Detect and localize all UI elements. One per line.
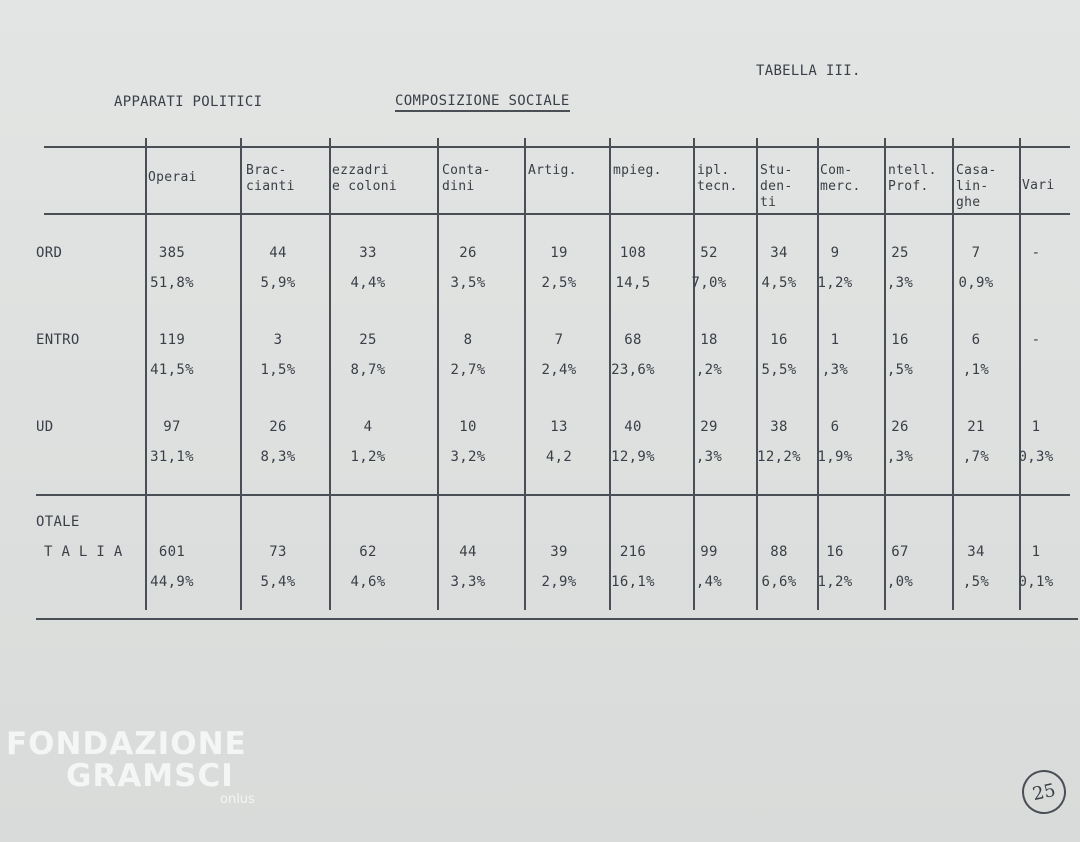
logo-line3: onlus <box>220 792 255 807</box>
cell-percent: 8,7% <box>350 362 386 378</box>
cell-count: 44 <box>269 245 287 261</box>
cell-count: 39 <box>550 544 568 560</box>
cell-percent: 31,1% <box>150 449 194 465</box>
cell-count: 8 <box>463 332 473 348</box>
cell-count: 119 <box>158 332 186 348</box>
cell-count: 26 <box>269 419 287 435</box>
cell-count: - <box>1031 245 1041 261</box>
page-number: 25 <box>1018 766 1070 818</box>
cell-count: 601 <box>158 544 186 560</box>
cell-percent: ,7% <box>962 449 990 465</box>
cell-count: 1 <box>1031 419 1041 435</box>
cell-count: 88 <box>770 544 788 560</box>
column-header-diplomati: ipl. tecn. <box>697 163 738 194</box>
cell-percent: ,3% <box>886 449 914 465</box>
cell-percent: 3,3% <box>450 574 486 590</box>
cell-count: 26 <box>891 419 909 435</box>
cell-count: 25 <box>891 245 909 261</box>
column-header-vari: Vari <box>1022 178 1055 193</box>
cell-count: 3 <box>273 332 283 348</box>
cell-percent: 0,3% <box>1018 449 1054 465</box>
cell-count: 7 <box>554 332 564 348</box>
row-label-secondary: T A L I A <box>44 544 123 560</box>
cell-count: 4 <box>363 419 373 435</box>
cell-count: 25 <box>359 332 377 348</box>
cell-percent: 51,8% <box>150 275 194 291</box>
cell-percent: 1,2% <box>350 449 386 465</box>
cell-percent: 4,4% <box>350 275 386 291</box>
cell-percent: ,2% <box>695 362 723 378</box>
cell-percent: 5,9% <box>260 275 296 291</box>
cell-percent: 23,6% <box>611 362 655 378</box>
cell-percent: ,3% <box>695 449 723 465</box>
cell-count: 34 <box>967 544 985 560</box>
cell-percent: 0,9% <box>958 275 994 291</box>
cell-percent: 2,4% <box>541 362 577 378</box>
cell-count: 16 <box>770 332 788 348</box>
row-label: OTALE <box>36 514 80 530</box>
cell-percent: ,4% <box>695 574 723 590</box>
cell-percent: 3,5% <box>450 275 486 291</box>
cell-count: 38 <box>770 419 788 435</box>
cell-count: 44 <box>459 544 477 560</box>
cell-count: 67 <box>891 544 909 560</box>
cell-count: 52 <box>700 245 718 261</box>
row-label: UD <box>36 419 54 435</box>
cell-percent: 5,5% <box>761 362 797 378</box>
cell-count: - <box>1031 332 1041 348</box>
cell-percent: 2,5% <box>541 275 577 291</box>
cell-percent: 7,0% <box>691 275 727 291</box>
cell-percent: ,3% <box>821 362 849 378</box>
column-header-contadini: Conta- dini <box>442 163 491 194</box>
cell-count: 19 <box>550 245 568 261</box>
column-header-casalinghe: Casa- lin- ghe <box>956 163 997 210</box>
cell-percent: 44,9% <box>150 574 194 590</box>
cell-count: 9 <box>830 245 840 261</box>
cell-percent: 4,6% <box>350 574 386 590</box>
cell-count: 21 <box>967 419 985 435</box>
cell-percent: 6,6% <box>761 574 797 590</box>
cell-count: 68 <box>624 332 642 348</box>
cell-percent: 2,9% <box>541 574 577 590</box>
cell-percent: ,3% <box>886 275 914 291</box>
cell-count: 216 <box>619 544 647 560</box>
center-title: COMPOSIZIONE SOCIALE <box>395 93 570 112</box>
cell-count: 16 <box>826 544 844 560</box>
column-rule <box>329 138 331 610</box>
row-label: ORD <box>36 245 63 261</box>
cell-count: 6 <box>971 332 981 348</box>
logo-line2: GRAMSCI <box>66 758 234 794</box>
cell-count: 99 <box>700 544 718 560</box>
table-top-rule <box>44 146 1070 148</box>
cell-count: 40 <box>624 419 642 435</box>
column-header-intellettuali: ntell. Prof. <box>888 163 937 194</box>
fondazione-gramsci-logo <box>6 726 255 807</box>
cell-count: 10 <box>459 419 477 435</box>
cell-percent: 8,3% <box>260 449 296 465</box>
column-rule <box>524 138 526 610</box>
cell-percent: ,1% <box>962 362 990 378</box>
cell-count: 62 <box>359 544 377 560</box>
column-header-impiegati: mpieg. <box>613 163 662 178</box>
cell-percent: 12,9% <box>611 449 655 465</box>
column-header-commercianti: Com- merc. <box>820 163 861 194</box>
cell-count: 26 <box>459 245 477 261</box>
cell-count: 385 <box>158 245 186 261</box>
cell-count: 1 <box>1031 544 1041 560</box>
cell-percent: 5,4% <box>260 574 296 590</box>
cell-percent: 4,5% <box>761 275 797 291</box>
cell-percent: 41,5% <box>150 362 194 378</box>
logo-line1: FONDAZIONE <box>6 726 247 762</box>
cell-count: 16 <box>891 332 909 348</box>
cell-count: 13 <box>550 419 568 435</box>
cell-percent: 12,2% <box>757 449 801 465</box>
cell-count: 6 <box>830 419 840 435</box>
cell-percent: 3,2% <box>450 449 486 465</box>
cell-percent: 0,1% <box>1018 574 1054 590</box>
cell-percent: 1,9% <box>817 449 853 465</box>
column-header-braccianti: Brac- cianti <box>246 163 295 194</box>
cell-count: 18 <box>700 332 718 348</box>
cell-percent: 1,2% <box>817 574 853 590</box>
cell-percent: 14,5 <box>615 275 651 291</box>
cell-count: 7 <box>971 245 981 261</box>
column-rule <box>1019 138 1021 610</box>
cell-percent: 1,5% <box>260 362 296 378</box>
header-bottom-rule <box>44 213 1070 215</box>
column-rule <box>240 138 242 610</box>
column-header-mezzadri: ezzadri e coloni <box>332 163 398 194</box>
cell-percent: ,5% <box>962 574 990 590</box>
left-title: APPARATI POLITICI <box>114 94 263 110</box>
cell-percent: 16,1% <box>611 574 655 590</box>
cell-percent: 1,2% <box>817 275 853 291</box>
cell-count: 33 <box>359 245 377 261</box>
cell-percent: 4,2 <box>545 449 573 465</box>
column-header-artigiani: Artig. <box>528 163 577 178</box>
cell-count: 34 <box>770 245 788 261</box>
cell-count: 108 <box>619 245 647 261</box>
table-label: TABELLA III. <box>756 63 861 79</box>
cell-count: 97 <box>163 419 181 435</box>
cell-percent: ,5% <box>886 362 914 378</box>
cell-count: 29 <box>700 419 718 435</box>
column-header-operai: Operai <box>148 170 197 185</box>
cell-count: 73 <box>269 544 287 560</box>
table-bottom-rule <box>36 618 1078 620</box>
column-header-studenti: Stu- den- ti <box>760 163 793 210</box>
cell-count: 1 <box>830 332 840 348</box>
cell-percent: ,0% <box>886 574 914 590</box>
total-top-rule <box>36 494 1070 496</box>
cell-percent: 2,7% <box>450 362 486 378</box>
row-label: ENTRO <box>36 332 80 348</box>
